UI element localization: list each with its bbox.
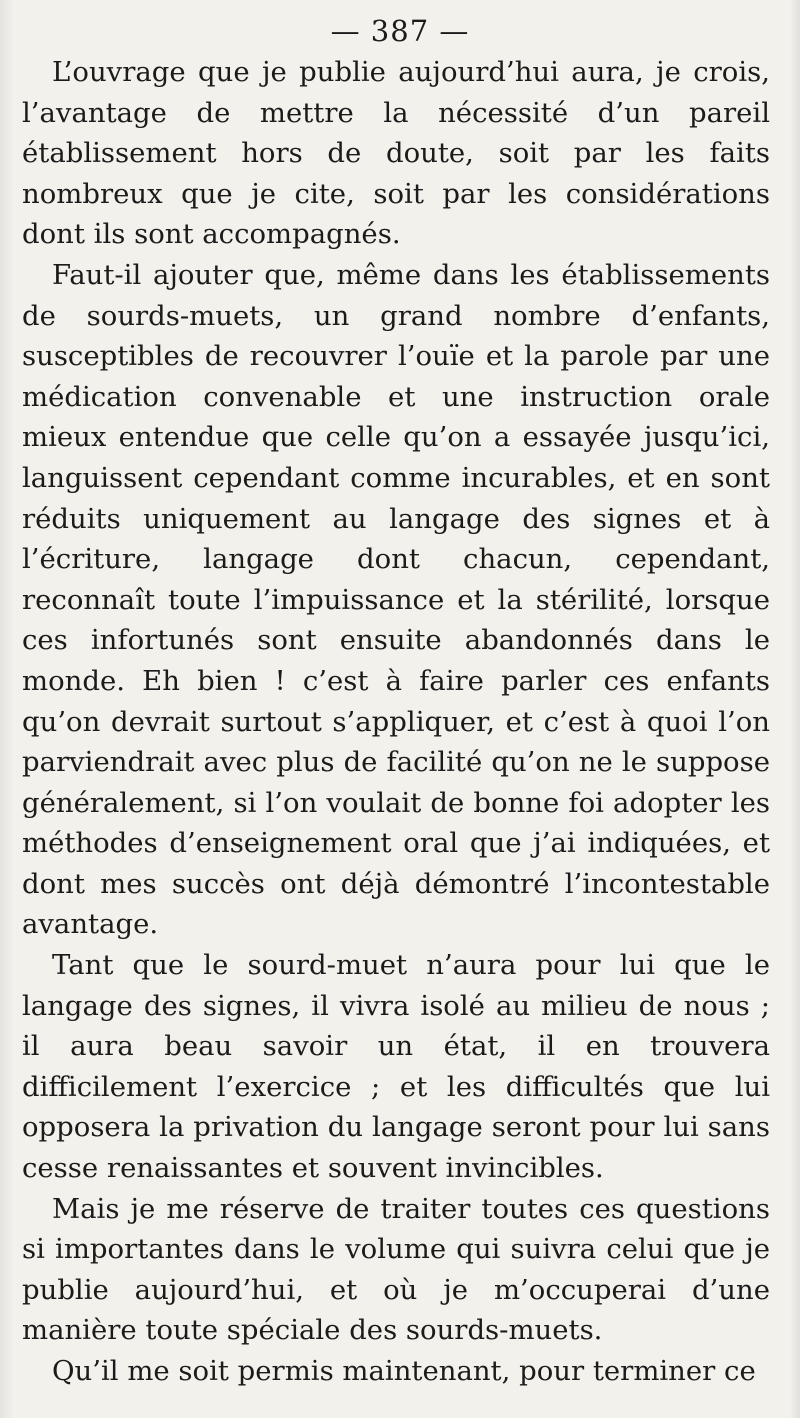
page-number: — 387 — bbox=[330, 14, 470, 48]
paragraph-5: Qu’il me soit permis maintenant, pour terminer ce bbox=[52, 1355, 756, 1387]
paragraph-4: Mais je me réserve de traiter toutes ces questions si importantes dans le volume qui suivra celui que je publie aujourd’hui, et où je m’occuperai d’une manière toute spéciale des sourds-muets. bbox=[22, 1192, 770, 1347]
paragraph-2: Faut-il ajouter que, même dans les établissements de sourds-muets, un grand nombre d’enfants, susceptibles de recouvrer l’ouïe et la parole par une médication convenable et une instruction orale mieux entendue que celle qu’on a essayée jusqu’ici, languissent cependant comme incurables, et en sont réduits uniquement au langage des signes et à l’écriture, langage dont chacun, cependant, reconnaît toute l’impuissance et la stérilité, lorsque ces infortunés sont ensuite abandonnés dans le monde. Eh bien ! c’est à faire parler ces enfants qu’on devrait surtout s’appliquer, et c’est à quoi l’on parviendrait avec plus de facilité qu’on ne le suppose généralement, si l’on voulait de bonne foi adopter les méthodes d’enseignement oral que j’ai indiquées, et dont mes succès ont déjà démontré l’incontestable avantage. bbox=[22, 258, 770, 941]
paragraph-1: L’ouvrage que je publie aujourd’hui aura, je crois, l’avantage de mettre la nécessité d’un pareil établissement hors de doute, soit par les faits nombreux que je cite, soit par les considérations dont ils sont accompagnés. bbox=[22, 56, 770, 251]
paragraph-3: Tant que le sourd-muet n’aura pour lui que le langage des signes, il vivra isolé au milieu de nous ; il aura beau savoir un état, il en trouvera difficilement l’exercice ; et les difficultés que lui opposera la privation du langage seront pour lui sans cesse renaissantes et souvent invincibles. bbox=[22, 949, 770, 1185]
page-body-text bbox=[22, 52, 770, 1392]
